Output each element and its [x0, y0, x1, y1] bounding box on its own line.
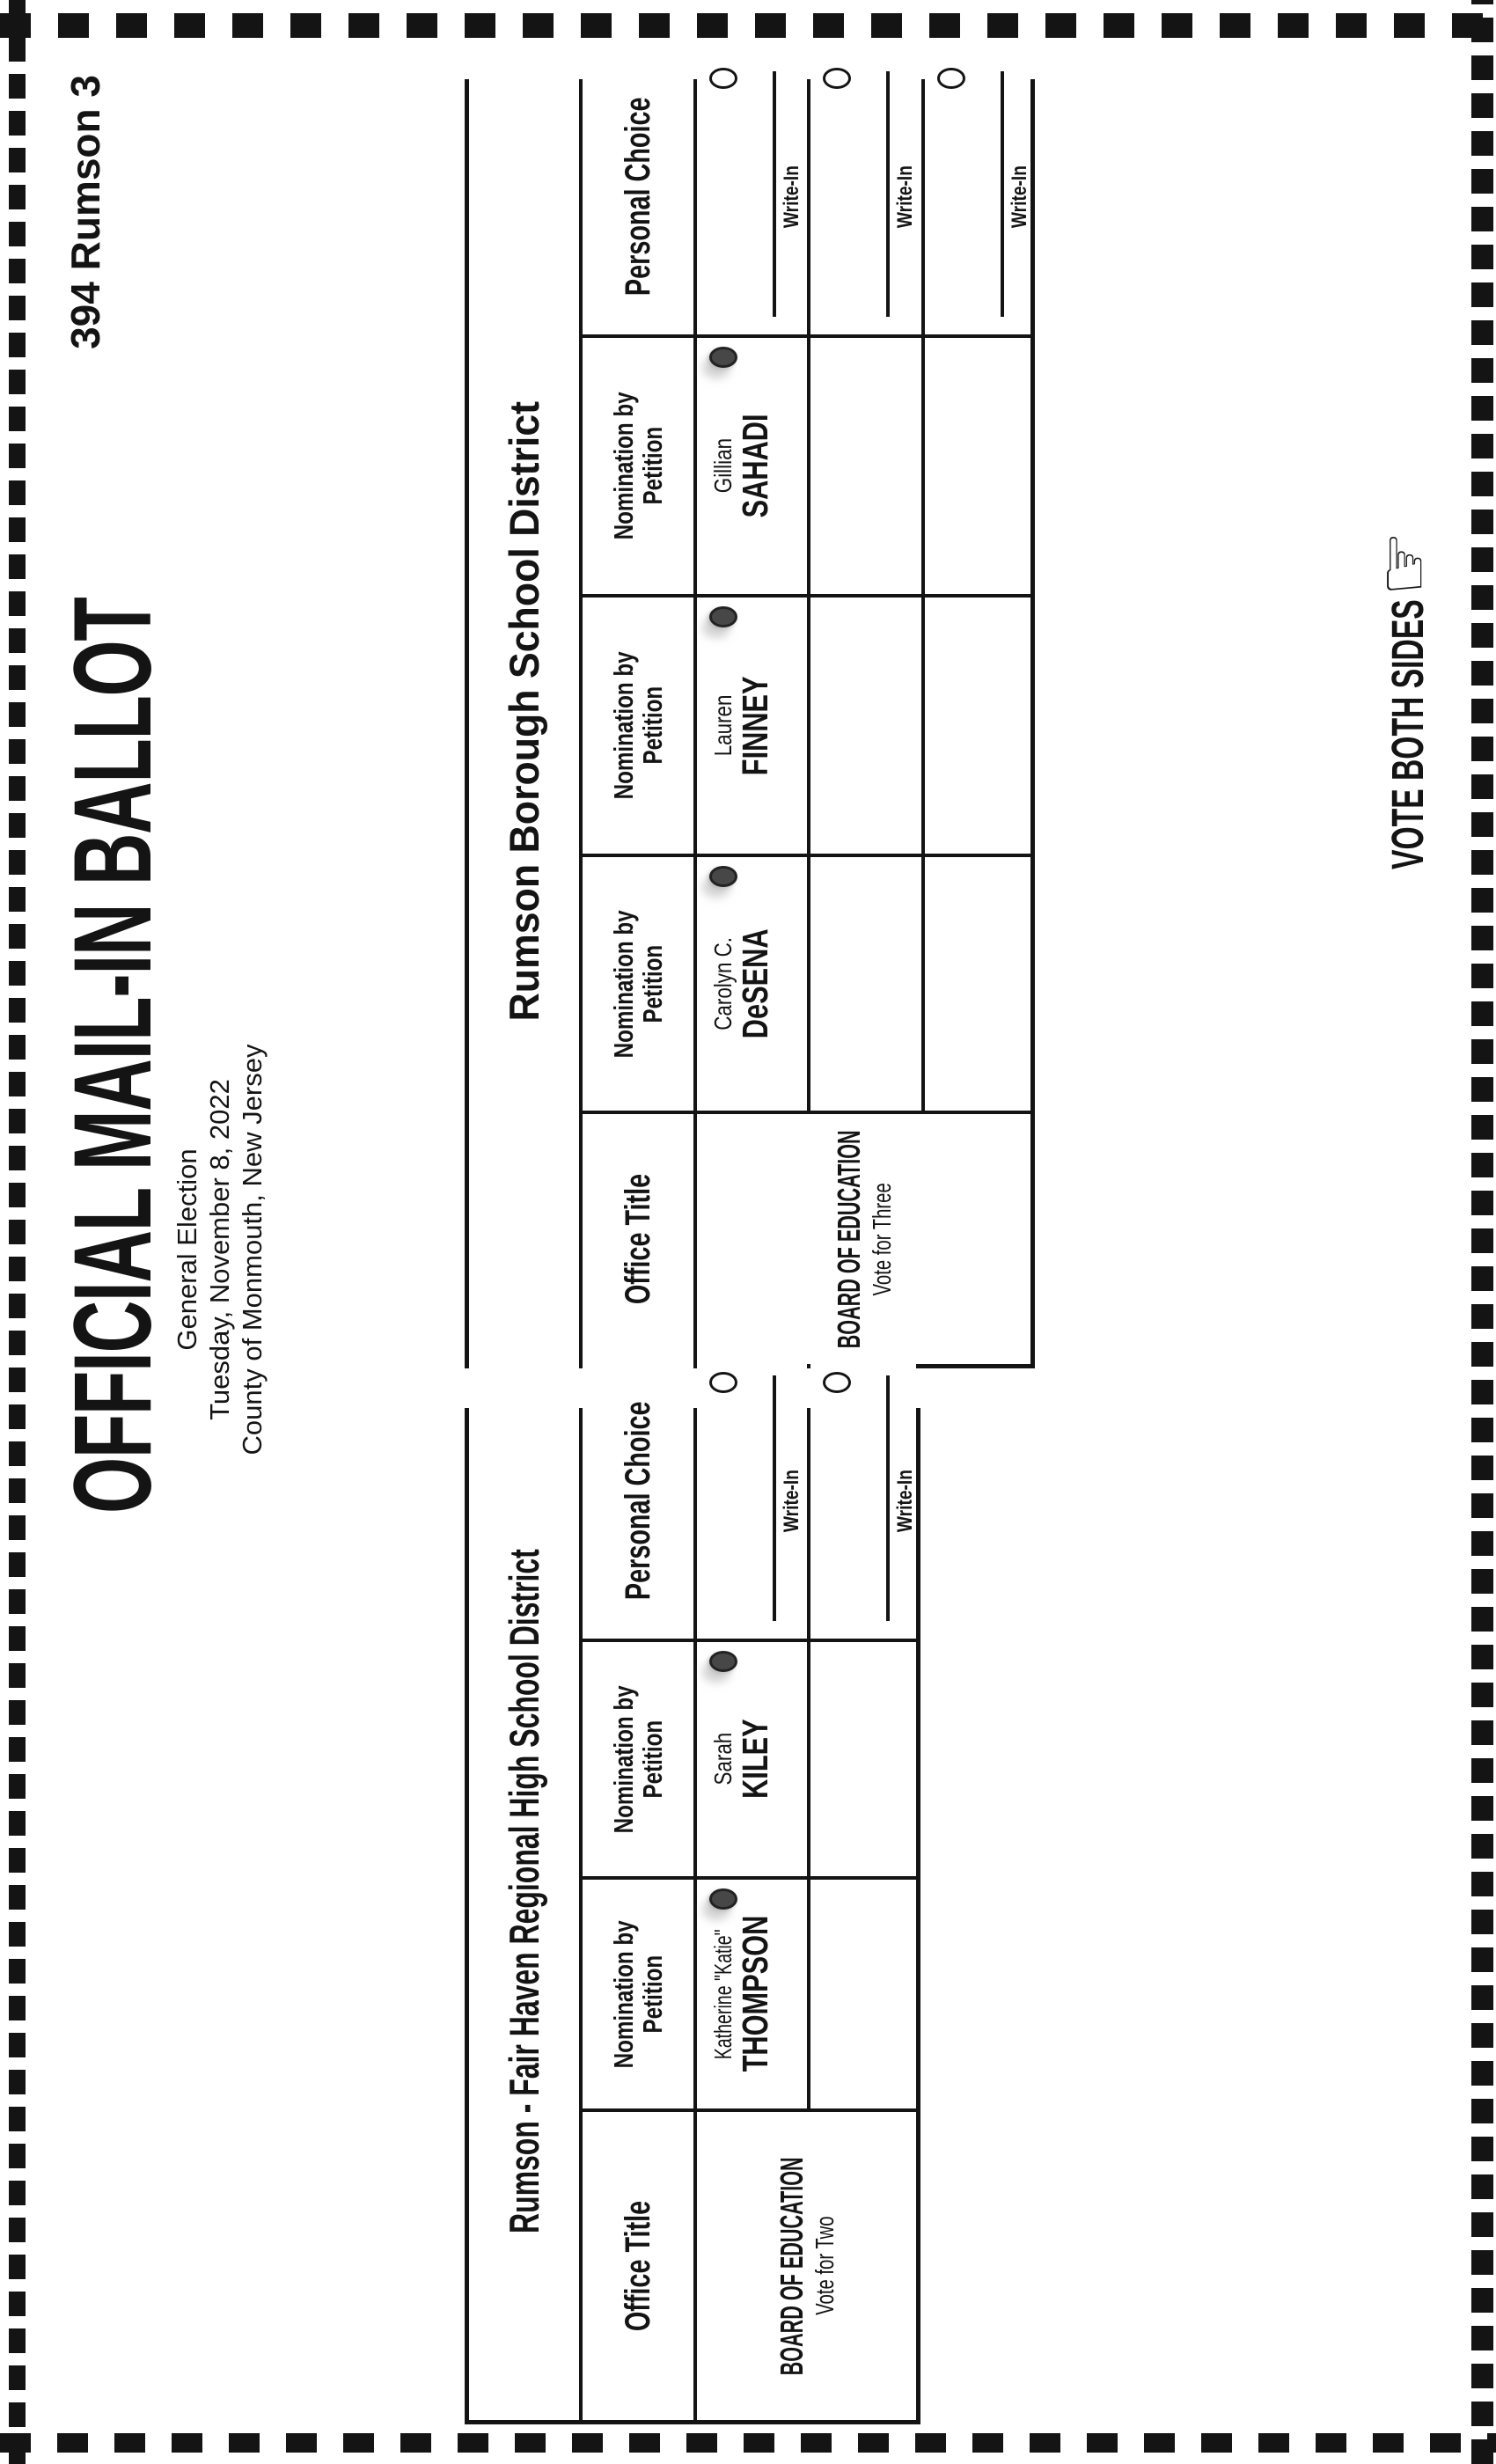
write-in-row: Write-In	[697, 1363, 807, 1639]
personal-choice-header: Personal Choice	[583, 59, 693, 334]
district-title: Rumson - Fair Haven Regional High School District	[501, 1549, 547, 2234]
vote-oval-filled[interactable]	[709, 1651, 737, 1672]
vote-oval-filled[interactable]	[709, 347, 737, 368]
write-in-row: Write-In	[925, 59, 1030, 334]
write-in-line[interactable]	[773, 1375, 776, 1621]
write-in-oval[interactable]	[709, 1372, 737, 1393]
candidate-cell-sahadi: Gillian SAHADI	[697, 338, 807, 594]
dashed-border-bottom	[1471, 0, 1493, 2464]
write-in-row: Write-In	[810, 1363, 916, 1639]
dashed-border-top	[9, 0, 26, 2464]
election-subtitle	[171, 893, 268, 1606]
empty-cell	[810, 338, 921, 594]
ballot-title-text: OFFICIAL MAIL-IN BALLOT	[52, 598, 174, 1514]
district-title-cell	[469, 1363, 579, 2420]
write-in-line[interactable]	[886, 1375, 890, 1621]
contest-table-rumson-borough	[465, 79, 1035, 1368]
candidate-cell-finney: Lauren FINNEY	[697, 598, 807, 854]
office-title-header: Office Title	[583, 1114, 693, 1364]
district-title: Rumson Borough School District	[501, 401, 547, 1022]
nomination-header: Nomination by Petition	[583, 857, 693, 1111]
empty-cell	[925, 598, 1030, 854]
write-in-line[interactable]	[1001, 71, 1004, 317]
empty-cell	[810, 598, 921, 854]
vote-oval-filled[interactable]	[709, 1888, 737, 1910]
write-in-oval[interactable]	[937, 68, 965, 89]
personal-choice-header: Personal Choice	[583, 1363, 693, 1639]
subtitle-county: County of Monmouth, New Jersey	[237, 1044, 268, 1456]
vote-oval-filled[interactable]	[709, 606, 737, 627]
office-name: BOARD OF EDUCATION	[830, 1129, 867, 1348]
office-cell	[697, 2112, 916, 2420]
empty-cell	[925, 338, 1030, 594]
empty-cell	[810, 1642, 916, 1876]
contest-table-rumson-fair-haven	[465, 1401, 920, 2424]
write-in-row: Write-In	[697, 59, 807, 334]
nomination-header: Nomination by Petition	[583, 1880, 693, 2108]
write-in-row: Write-In	[810, 59, 921, 334]
office-title-header: Office Title	[583, 2112, 693, 2420]
nomination-header: Nomination by Petition	[583, 338, 693, 594]
subtitle-date: Tuesday, November 8, 2022	[204, 1079, 235, 1420]
empty-cell	[925, 857, 1030, 1111]
empty-cell	[810, 857, 921, 1111]
vote-oval-filled[interactable]	[709, 866, 737, 887]
write-in-oval[interactable]	[823, 68, 851, 89]
pointing-hand-icon: ☞	[1360, 530, 1447, 597]
write-in-oval[interactable]	[823, 1372, 851, 1393]
vote-both-sides-label: VOTE BOTH SIDES	[1382, 599, 1433, 870]
vote-for: Vote for Three	[868, 1182, 897, 1296]
empty-cell	[810, 1880, 916, 2108]
write-in-line[interactable]	[773, 71, 776, 317]
candidate-cell-kiley: Sarah KILEY	[697, 1642, 807, 1876]
ballot-title	[52, 127, 174, 1514]
dashed-border-right	[0, 13, 1496, 38]
dashed-border-left	[0, 2433, 1496, 2453]
candidate-cell-desena: Carolyn C. DeSENA	[697, 857, 807, 1111]
office-name: BOARD OF EDUCATION	[773, 2156, 810, 2375]
candidate-cell-thompson: Katherine "Katie" THOMPSON	[697, 1880, 807, 2108]
precinct-id: 394 Rumson 3	[62, 75, 108, 349]
write-in-line[interactable]	[886, 71, 890, 317]
vote-for: Vote for Two	[810, 2216, 840, 2316]
district-title-cell	[469, 59, 579, 1364]
office-cell	[697, 1114, 1030, 1364]
write-in-oval[interactable]	[709, 68, 737, 89]
subtitle-election: General Election	[172, 1148, 202, 1351]
nomination-header: Nomination by Petition	[583, 598, 693, 854]
nomination-header: Nomination by Petition	[583, 1642, 693, 1876]
